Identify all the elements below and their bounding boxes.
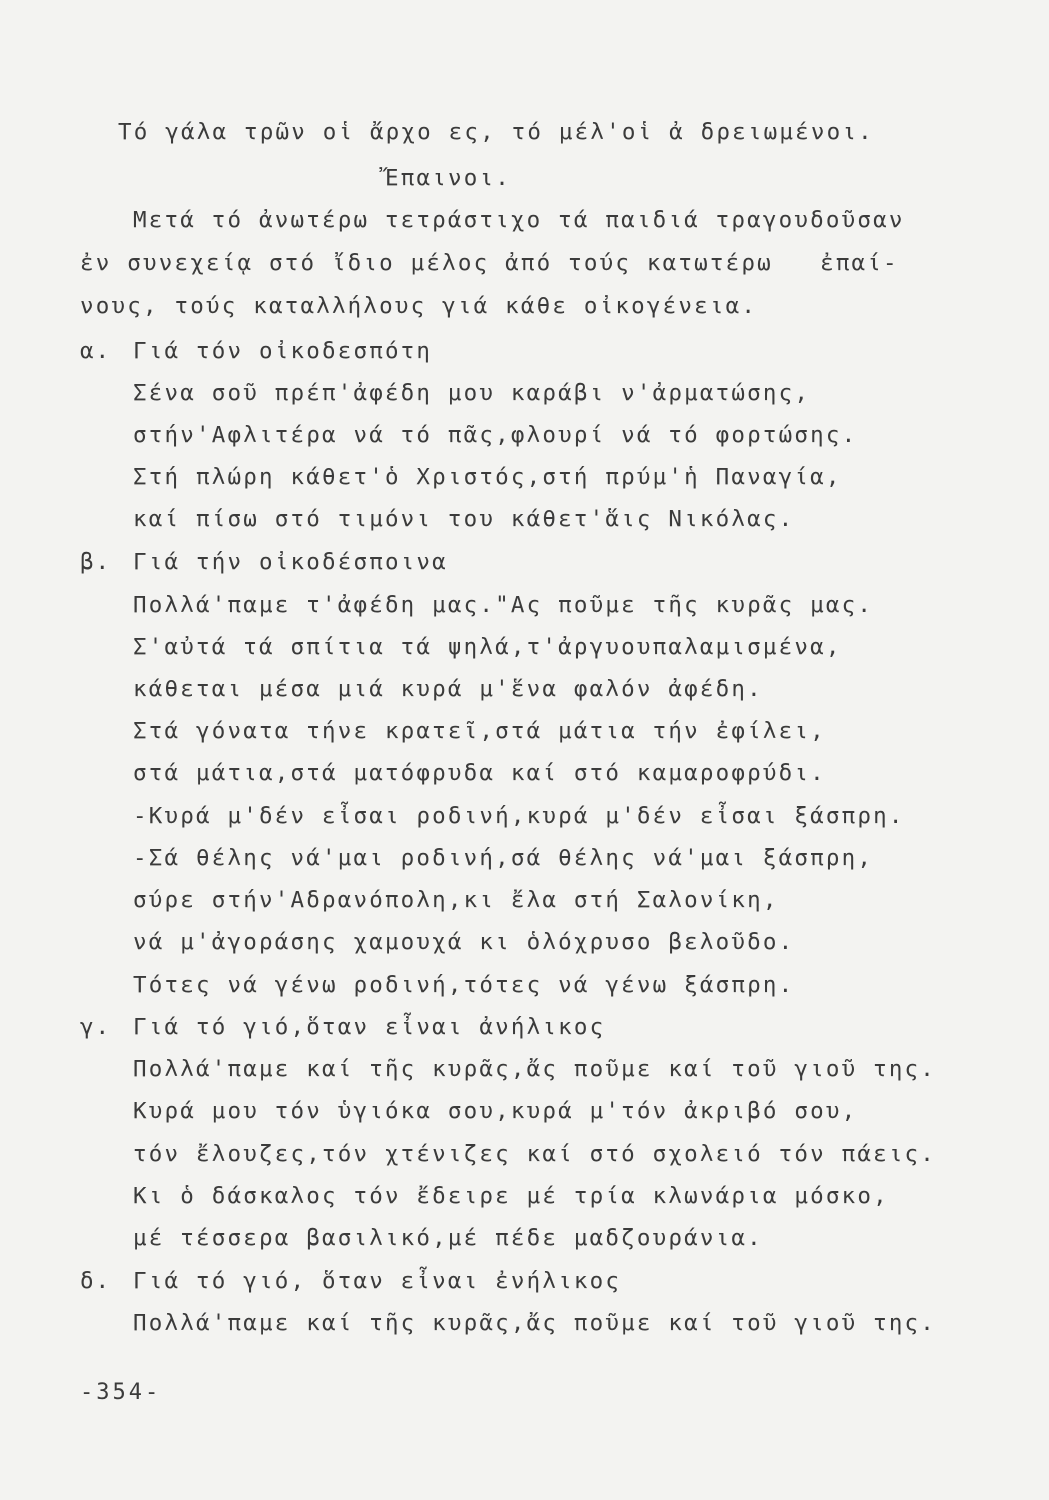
verse-line: Σένα σοῦ πρέπ'ἀφέδη μου καράβι ν'ἀρματώσης, [133,380,811,406]
section-title: Γιά τήν οἰκοδέσποινα [133,549,448,575]
verse-line: στήν'Αφλιτέρα νά τό πᾶς,φλουρί νά τό φορτώσης. [133,422,858,448]
verse-line: Τότες νά γένω ροδινή,τότες νά γένω ξάσπρη. [133,972,795,998]
verse-line: μέ τέσσερα βασιλικό,μέ πέδε μαδζουράνια. [133,1225,763,1251]
section-marker: β. [80,549,112,575]
section-marker: δ. [80,1268,112,1294]
heading-line: Τό γάλα τρῶν οἱ ἄρχο ες, τό μέλ'οἱ ἀ δρειωμένοι. [118,119,874,145]
verse-line: -Σά θέλης νά'μαι ροδινή,σά θέλης νά'μαι ξάσπρη, [133,845,874,871]
verse-line: Πολλά'παμε καί τῆς κυρᾶς,ἄς ποῦμε καί τοῦ γιοῦ της. [133,1310,937,1336]
verse-line: νά μ'ἀγοράσης χαμουχά κι ὁλόχρυσο βελοῦδο. [133,929,795,955]
verse-line: καί πίσω στό τιμόνι του κάθετ'ἅις Νικόλας. [133,506,795,532]
verse-line: -Κυρά μ'δέν εἶσαι ροδινή,κυρά μ'δέν εἶσαι ξάσπρη. [133,803,905,829]
intro-line: νους, τούς καταλλήλους γιά κάθε οἰκογένεια. [80,293,758,319]
page-title: Ἔπαινοι. [385,165,511,191]
section-title: Γιά τόν οἰκοδεσπότη [133,338,433,364]
verse-line: Κυρά μου τόν ὑγιόκα σου,κυρά μ'τόν ἀκριβό σου, [133,1098,858,1124]
section-title: Γιά τό γιό,ὅταν εἶναι ἀνήλικος [133,1014,606,1040]
verse-line: σύρε στήν'Αδρανόπολη,κι ἔλα στή Σαλονίκη, [133,887,779,913]
page-number: -354- [80,1380,162,1405]
verse-line: κάθεται μέσα μιά κυρά μ'ἕνα φαλόν ἀφέδη. [133,676,763,702]
verse-line: στά μάτια,στά ματόφρυδα καί στό καμαροφρύδι. [133,760,826,786]
verse-line: Πολλά'παμε τ'ἀφέδη μας."Ας ποῦμε τῆς κυρᾶς μας. [133,592,874,618]
verse-line: Πολλά'παμε καί τῆς κυρᾶς,ἄς ποῦμε καί τοῦ γιοῦ της. [133,1056,937,1082]
intro-line: Μετά τό ἀνωτέρω τετράστιχο τά παιδιά τραγουδοῦσαν [133,207,905,233]
section-title: Γιά τό γιό, ὅταν εἶναι ἐνήλικος [133,1268,622,1294]
verse-line: Σ'αὐτά τά σπίτια τά ψηλά,τ'ἀργυουπαλαμισμένα, [133,634,842,660]
verse-line: τόν ἔλουζες,τόν χτένιζες καί στό σχολειό τόν πάεις. [133,1141,937,1167]
verse-line: Κι ὁ δάσκαλος τόν ἔδειρε μέ τρία κλωνάρια μόσκο, [133,1183,889,1209]
section-marker: α. [80,338,112,364]
verse-line: Στή πλώρη κάθετ'ὁ Χριστός,στή πρύμ'ἡ Παναγία, [133,464,842,490]
section-marker: γ. [80,1014,112,1040]
intro-line: ἐν συνεχείᾳ στό ἴδιο μέλος ἀπό τούς κατωτέρω ἐπαί- [80,250,899,276]
verse-line: Στά γόνατα τήνε κρατεῖ,στά μάτια τήν ἐφίλει, [133,718,826,744]
